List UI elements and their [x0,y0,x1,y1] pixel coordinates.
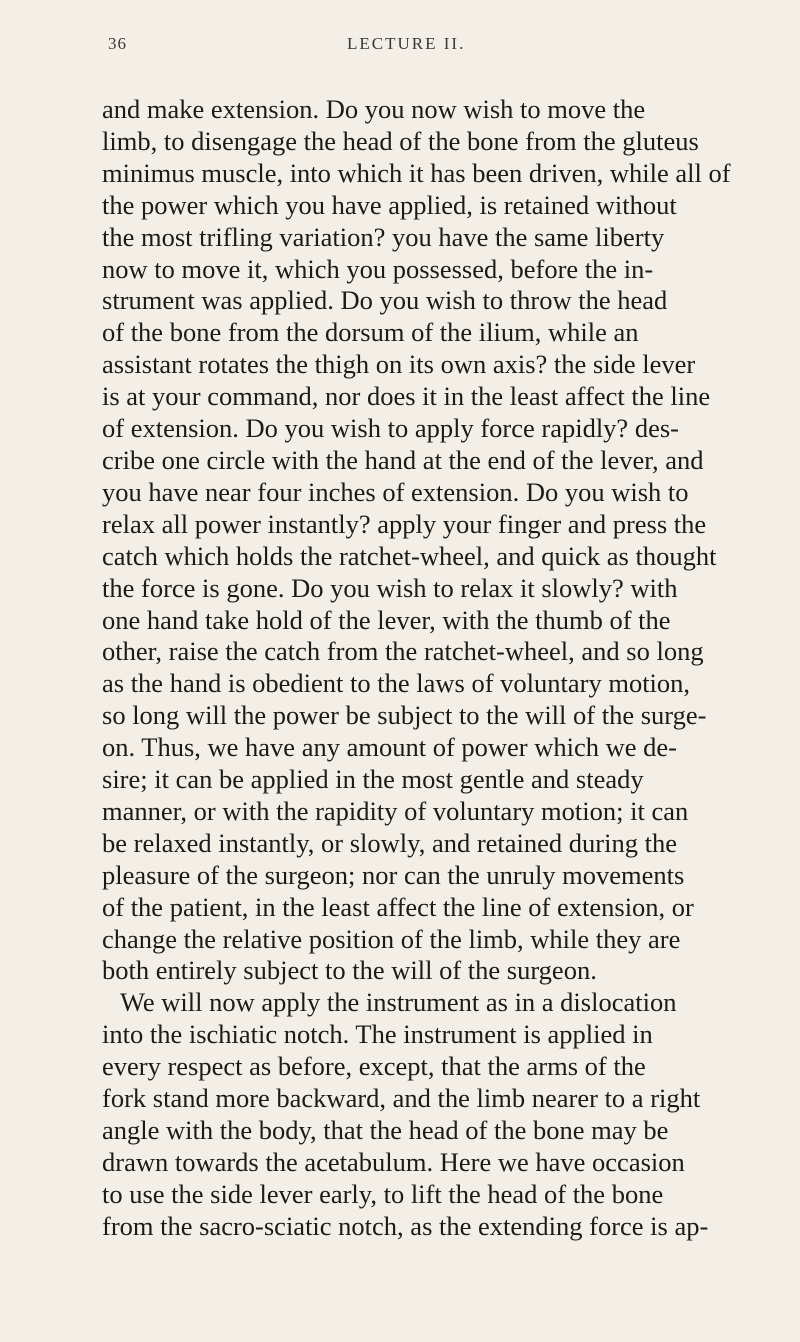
text-line: now to move it, which you possessed, before the in- [102,253,654,284]
text-line: catch which holds the ratchet-wheel, and quick as thought [102,540,717,571]
text-line: into the ischiatic notch. The instrument is applied in [102,1019,653,1050]
text-line: you have near four inches of extension. Do you wish to [102,476,689,507]
page-number: 36 [108,34,127,53]
text-line: the most trifling variation? you have the same liberty [102,221,665,252]
text-line: the power which you have applied, is retained without [102,189,677,220]
text-line: We will now apply the instrument as in a dislocation [120,987,677,1018]
text-line: sire; it can be applied in the most gentle and steady [102,764,644,795]
text-line: of extension. Do you wish to apply force rapidly? des- [102,413,679,444]
text-line: as the hand is obedient to the laws of voluntary motion, [102,668,691,699]
text-line: of the patient, in the least affect the line of extension, or [102,891,694,922]
text-line: and make extension. Do you now wish to move the [102,94,646,124]
text-line: from the sacro-sciatic notch, as the extending force is ap- [102,1210,709,1241]
text-line: strument was applied. Do you wish to throw the head [102,285,668,316]
text-line: on. Thus, we have any amount of power which we de- [102,732,677,763]
body-text [102,94,796,1243]
text-line: be relaxed instantly, or slowly, and retained during the [102,827,677,858]
text-line: manner, or with the rapidity of voluntary motion; it can [102,795,689,826]
text-line: change the relative position of the limb, while they are [102,923,681,954]
text-line: cribe one circle with the hand at the end of the lever, and [102,444,704,475]
text-line: relax all power instantly? apply your finger and press the [102,508,707,539]
text-line: both entirely subject to the will of the surgeon. [102,955,597,986]
text-line: to use the side lever early, to lift the head of the bone [102,1178,664,1209]
text-line: minimus muscle, into which it has been driven, while all of [102,157,731,188]
text-line: pleasure of the surgeon; nor can the unruly movements [102,859,685,890]
text-line: other, raise the catch from the ratchet-wheel, and so long [102,636,704,667]
text-line: drawn towards the acetabulum. Here we have occasion [102,1146,685,1177]
text-line: angle with the body, that the head of the bone may be [102,1115,669,1145]
text-line: so long will the power be subject to the will of the surge- [102,700,707,731]
text-line: is at your command, nor does it in the least affect the line [102,381,711,412]
text-line: limb, to disengage the head of the bone from the gluteus [102,125,699,156]
text-line: one hand take hold of the lever, with the thumb of the [102,604,671,635]
text-line: fork stand more backward, and the limb nearer to a right [102,1083,701,1114]
running-head: LECTURE II. [347,34,466,53]
text-line: of the bone from the dorsum of the ilium, while an [102,317,639,348]
text-line: assistant rotates the thigh on its own axis? the side lever [102,349,696,380]
text-line: the force is gone. Do you wish to relax it slowly? with [102,572,678,603]
page-header [0,34,800,64]
text-line: every respect as before, except, that the arms of the [102,1051,646,1082]
